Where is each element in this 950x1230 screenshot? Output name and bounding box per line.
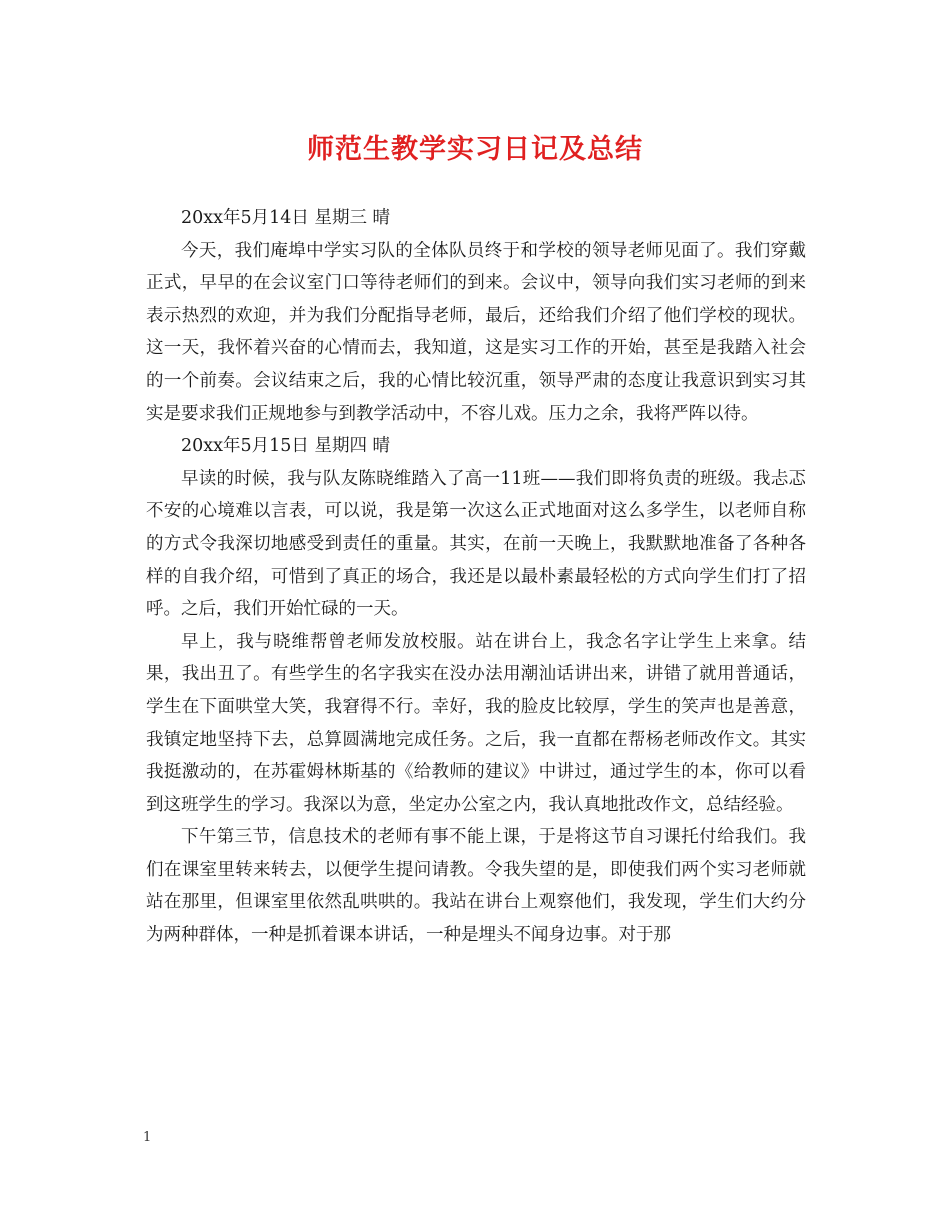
body-paragraph: 下午第三节，信息技术的老师有事不能上课，于是将这节自习课托付给我们。我们在课室里转来转去，以便学生提问请教。令我失望的是，即使我们两个实习老师就站在那里，但课室里依然乱哄哄的。我站在讲台上观察他们，我发现，学生们大约分为两种群体，一种是抓着课本讲话，一种是埋头不闻身边事。对于那 [146,827,806,946]
page-number: 1 [143,1130,152,1145]
body-paragraph: 今天，我们庵埠中学实习队的全体队员终于和学校的领导老师见面了。我们穿戴正式，早早的在会议室门口等待老师们的到来。会议中，领导向我们实习老师的到来表示热烈的欢迎，并为我们分配指导老师，最后，还给我们介绍了他们学校的现状。这一天，我怀着兴奋的心情而去，我知道，这是实习工作的开始，甚至是我踏入社会的一个前奏。会议结束之后，我的心情比较沉重，领导严肃的态度让我意识到实习其实是要求我们正规地参与到教学活动中，不容儿戏。压力之余，我将严阵以待。 [146,240,806,424]
body-paragraph: 早读的时候，我与队友陈晓维踏入了高一11班——我们即将负责的班级。我忐忑不安的心境难以言表，可以说，我是第一次这么正式地面对这么多学生，以老师自称的方式令我深切地感受到责任的重量。其实，在前一天晚上，我默默地准备了各种各样的自我介绍，可惜到了真正的场合，我还是以最朴素最轻松的方式向学生们打了招呼。之后，我们开始忙碌的一天。 [146,468,806,620]
diary-date-2: 20xx年5月15日 星期四 晴 [181,436,391,457]
diary-date-1: 20xx年5月14日 星期三 晴 [181,208,391,228]
body-paragraph: 早上，我与晓维帮曾老师发放校服。站在讲台上，我念名字让学生上来拿。结果，我出丑了。有些学生的名字我实在没办法用潮汕话讲出来，讲错了就用普通话，学生在下面哄堂大笑，我窘得不行。幸好，我的脸皮比较厚，学生的笑声也是善意，我镇定地坚持下去，总算圆满地完成任务。之后，我一直都在帮杨老师改作文。其实我挺激动的，在苏霍姆林斯基的《给教师的建议》中讲过，通过学生的本，你可以看到这班学生的学习。我深以为意，坐定办公室之内，我认真地批改作文，总结经验。 [146,631,806,815]
document-body [146,202,806,952]
document-title: 师范生教学实习日记及总结 [307,134,643,165]
